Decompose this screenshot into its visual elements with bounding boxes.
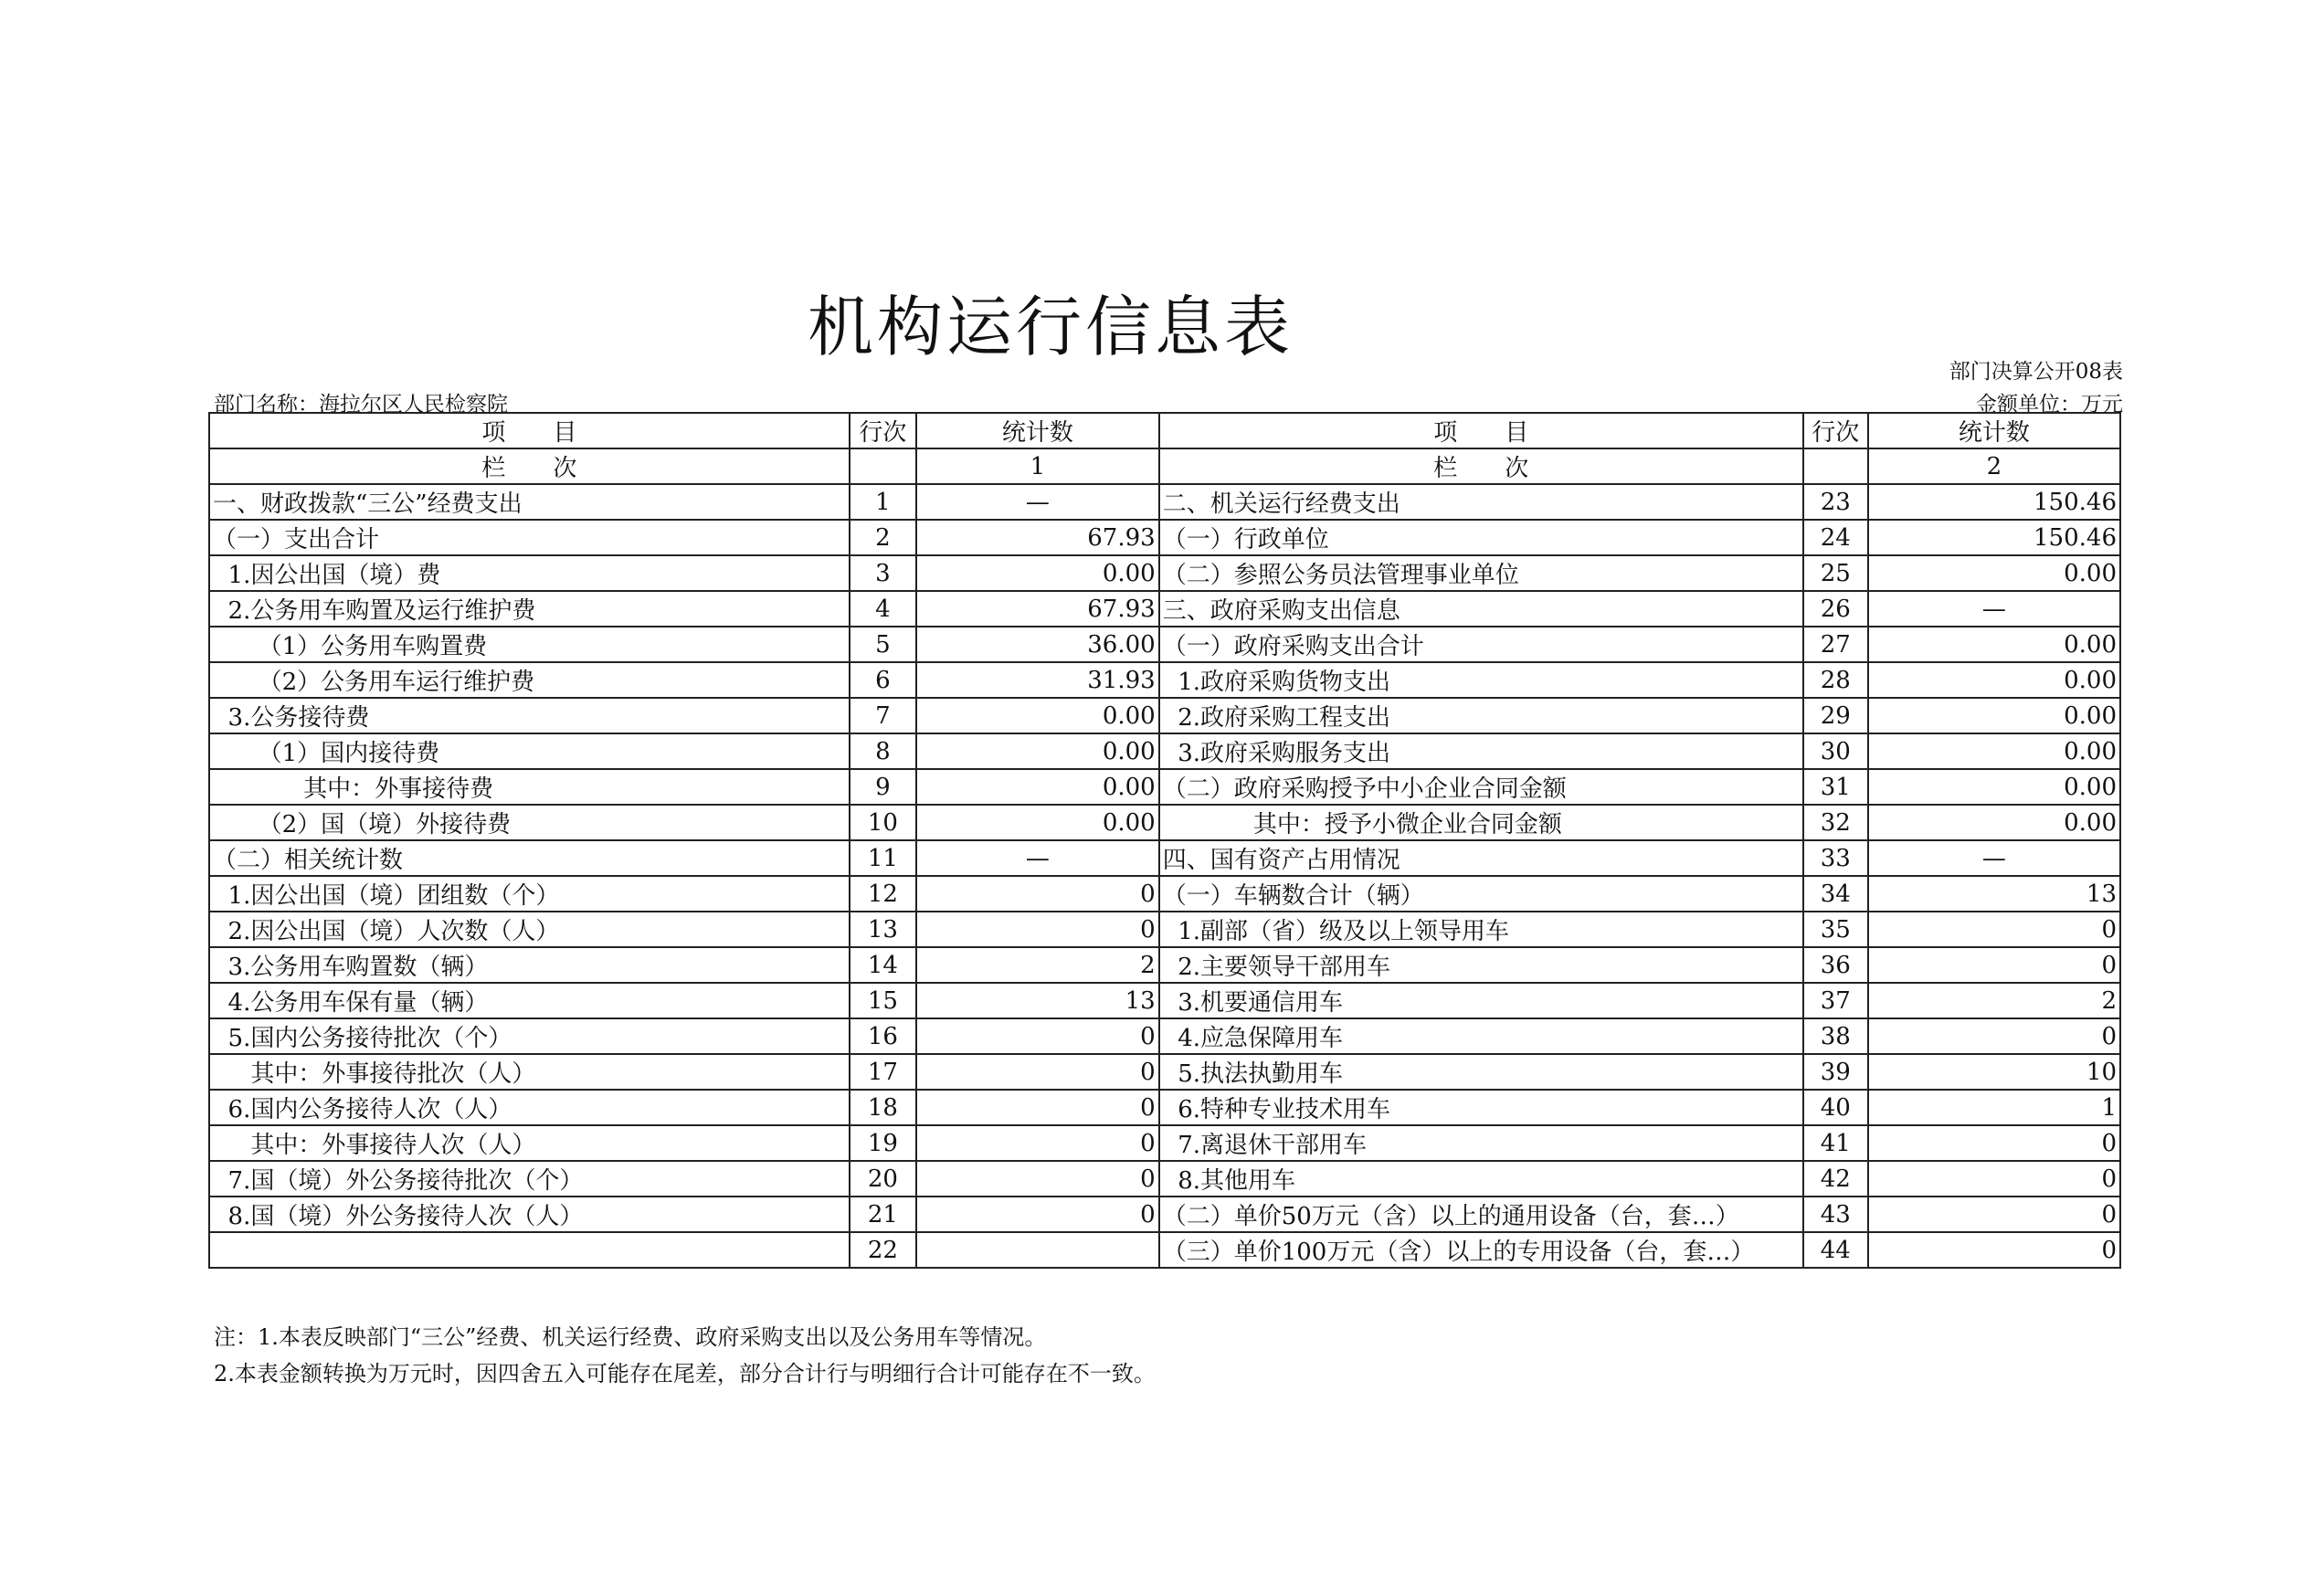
left-row-no: 19 — [850, 1125, 916, 1161]
left-value: 67.93 — [916, 520, 1159, 555]
right-row-no: 42 — [1803, 1161, 1868, 1197]
col-index-1: 1 — [916, 448, 1159, 484]
left-item — [209, 1232, 850, 1268]
left-item: 2.因公出国（境）人次数（人） — [209, 912, 850, 947]
left-row-no: 16 — [850, 1018, 916, 1054]
left-item: 其中：外事接待费 — [209, 769, 850, 805]
right-value: 0.00 — [1868, 805, 2120, 840]
left-row-no: 7 — [850, 698, 916, 733]
left-value: 13 — [916, 983, 1159, 1018]
left-item: 6.国内公务接待人次（人） — [209, 1090, 850, 1125]
col-index-2: 2 — [1868, 448, 2120, 484]
right-value: 150.46 — [1868, 520, 2120, 555]
left-row-no: 15 — [850, 983, 916, 1018]
page-title: 机构运行信息表 — [807, 289, 1294, 365]
table-row — [209, 520, 2120, 555]
table-row — [209, 591, 2120, 627]
right-row-no: 41 — [1803, 1125, 1868, 1161]
left-value: 0.00 — [916, 555, 1159, 591]
left-value: 0 — [916, 1090, 1159, 1125]
right-value: 0 — [1868, 1197, 2120, 1232]
table-row — [209, 876, 2120, 912]
table-row — [209, 805, 2120, 840]
right-value: 2 — [1868, 983, 2120, 1018]
right-row-no: 34 — [1803, 876, 1868, 912]
note-2: 2.本表金额转换为万元时，因四舍五入可能存在尾差，部分合计行与明细行合计可能存在不一致。 — [214, 1361, 1156, 1386]
header-item: 项 目 — [209, 413, 850, 448]
right-item: 四、国有资产占用情况 — [1159, 840, 1803, 876]
right-item: 1.副部（省）级及以上领导用车 — [1159, 912, 1803, 947]
right-row-no: 43 — [1803, 1197, 1868, 1232]
right-row-no: 30 — [1803, 733, 1868, 769]
left-value: 0.00 — [916, 698, 1159, 733]
right-row-no: 25 — [1803, 555, 1868, 591]
col-label: 栏 次 — [209, 448, 850, 484]
left-row-no: 12 — [850, 876, 916, 912]
left-item: 2.公务用车购置及运行维护费 — [209, 591, 850, 627]
left-row-no: 8 — [850, 733, 916, 769]
left-row-no: 13 — [850, 912, 916, 947]
left-item: 其中：外事接待人次（人） — [209, 1125, 850, 1161]
table-row — [209, 733, 2120, 769]
left-value: 0.00 — [916, 769, 1159, 805]
left-row-no: 3 — [850, 555, 916, 591]
right-row-no: 35 — [1803, 912, 1868, 947]
left-item: （2）公务用车运行维护费 — [209, 662, 850, 698]
left-value: 0.00 — [916, 805, 1159, 840]
right-value: 0 — [1868, 947, 2120, 983]
right-item: 6.特种专业技术用车 — [1159, 1090, 1803, 1125]
left-item: （2）国（境）外接待费 — [209, 805, 850, 840]
left-value: 31.93 — [916, 662, 1159, 698]
right-item: 其中：授予小微企业合同金额 — [1159, 805, 1803, 840]
left-row-no: 4 — [850, 591, 916, 627]
right-item: （二）政府采购授予中小企业合同金额 — [1159, 769, 1803, 805]
left-row-no: 18 — [850, 1090, 916, 1125]
left-row-no: 2 — [850, 520, 916, 555]
department-name: 部门名称：海拉尔区人民检察院 — [214, 393, 508, 416]
left-value: 0 — [916, 1197, 1159, 1232]
right-value: 0.00 — [1868, 769, 2120, 805]
left-value: 0 — [916, 1161, 1159, 1197]
right-item: 4.应急保障用车 — [1159, 1018, 1803, 1054]
left-row-no: 6 — [850, 662, 916, 698]
left-item: （二）相关统计数 — [209, 840, 850, 876]
right-row-no: 24 — [1803, 520, 1868, 555]
col-empty — [850, 448, 916, 484]
table-row — [209, 484, 2120, 520]
left-item: 4.公务用车保有量（辆） — [209, 983, 850, 1018]
right-value: 1 — [1868, 1090, 2120, 1125]
left-row-no: 9 — [850, 769, 916, 805]
right-item: 3.政府采购服务支出 — [1159, 733, 1803, 769]
amount-unit: 金额单位：万元 — [1976, 393, 2123, 416]
right-item: （三）单价100万元（含）以上的专用设备（台，套…） — [1159, 1232, 1803, 1268]
left-item: 8.国（境）外公务接待人次（人） — [209, 1197, 850, 1232]
right-item: 8.其他用车 — [1159, 1161, 1803, 1197]
left-item: 其中：外事接待批次（人） — [209, 1054, 850, 1090]
right-row-no: 23 — [1803, 484, 1868, 520]
table-row — [209, 912, 2120, 947]
left-value: 0.00 — [916, 733, 1159, 769]
left-item: （1）国内接待费 — [209, 733, 850, 769]
right-row-no: 32 — [1803, 805, 1868, 840]
header-item-2: 项 目 — [1159, 413, 1803, 448]
right-value: 13 — [1868, 876, 2120, 912]
left-item: 7.国（境）外公务接待批次（个） — [209, 1161, 850, 1197]
right-row-no: 44 — [1803, 1232, 1868, 1268]
table-row — [209, 947, 2120, 983]
left-row-no: 17 — [850, 1054, 916, 1090]
right-value: 10 — [1868, 1054, 2120, 1090]
right-row-no: 27 — [1803, 627, 1868, 662]
right-item: 三、政府采购支出信息 — [1159, 591, 1803, 627]
right-value: 0.00 — [1868, 627, 2120, 662]
table-row — [209, 769, 2120, 805]
right-row-no: 40 — [1803, 1090, 1868, 1125]
header-row-no: 行次 — [850, 413, 916, 448]
right-row-no: 26 — [1803, 591, 1868, 627]
right-item: 2.主要领导干部用车 — [1159, 947, 1803, 983]
right-row-no: 39 — [1803, 1054, 1868, 1090]
left-value: 0 — [916, 1018, 1159, 1054]
left-row-no: 1 — [850, 484, 916, 520]
table-row — [209, 1054, 2120, 1090]
left-item: 3.公务用车购置数（辆） — [209, 947, 850, 983]
left-row-no: 14 — [850, 947, 916, 983]
table-row — [209, 1018, 2120, 1054]
right-value: 0.00 — [1868, 733, 2120, 769]
table-header-row — [209, 413, 2120, 448]
right-item: （一）车辆数合计（辆） — [1159, 876, 1803, 912]
right-item: （二）单价50万元（含）以上的通用设备（台，套…） — [1159, 1197, 1803, 1232]
right-item: 二、机关运行经费支出 — [1159, 484, 1803, 520]
left-row-no: 10 — [850, 805, 916, 840]
left-value — [916, 1232, 1159, 1268]
table-row — [209, 698, 2120, 733]
right-item: 3.机要通信用车 — [1159, 983, 1803, 1018]
right-value: — — [1868, 840, 2120, 876]
table-row — [209, 1197, 2120, 1232]
left-value: — — [916, 840, 1159, 876]
right-row-no: 28 — [1803, 662, 1868, 698]
left-row-no: 5 — [850, 627, 916, 662]
right-row-no: 33 — [1803, 840, 1868, 876]
left-item: 1.因公出国（境）费 — [209, 555, 850, 591]
left-value: 2 — [916, 947, 1159, 983]
right-item: （一）行政单位 — [1159, 520, 1803, 555]
right-row-no: 29 — [1803, 698, 1868, 733]
note-1: 注：1.本表反映部门“三公”经费、机关运行经费、政府采购支出以及公务用车等情况。 — [214, 1324, 1047, 1350]
table-row — [209, 627, 2120, 662]
right-row-no: 37 — [1803, 983, 1868, 1018]
left-value: 0 — [916, 876, 1159, 912]
table-row — [209, 555, 2120, 591]
left-value: — — [916, 484, 1159, 520]
table-row — [209, 1090, 2120, 1125]
col-empty-2 — [1803, 448, 1868, 484]
table-row — [209, 662, 2120, 698]
table-row — [209, 983, 2120, 1018]
left-item: （1）公务用车购置费 — [209, 627, 850, 662]
left-value: 0 — [916, 1125, 1159, 1161]
right-item: 1.政府采购货物支出 — [1159, 662, 1803, 698]
left-value: 36.00 — [916, 627, 1159, 662]
table-row — [209, 840, 2120, 876]
right-value: 0.00 — [1868, 555, 2120, 591]
left-value: 0 — [916, 912, 1159, 947]
header-stat-2: 统计数 — [1868, 413, 2120, 448]
left-value: 67.93 — [916, 591, 1159, 627]
right-value: 0 — [1868, 1161, 2120, 1197]
col-label-2: 栏 次 — [1159, 448, 1803, 484]
column-index-row — [209, 448, 2120, 484]
header-stat: 统计数 — [916, 413, 1159, 448]
left-item: 一、财政拨款“三公”经费支出 — [209, 484, 850, 520]
header-row-no-2: 行次 — [1803, 413, 1868, 448]
right-row-no: 36 — [1803, 947, 1868, 983]
left-row-no: 22 — [850, 1232, 916, 1268]
table-row — [209, 1125, 2120, 1161]
left-item: 1.因公出国（境）团组数（个） — [209, 876, 850, 912]
left-item: （一）支出合计 — [209, 520, 850, 555]
left-item: 3.公务接待费 — [209, 698, 850, 733]
right-item: 5.执法执勤用车 — [1159, 1054, 1803, 1090]
right-item: （二）参照公务员法管理事业单位 — [1159, 555, 1803, 591]
right-value: 150.46 — [1868, 484, 2120, 520]
right-item: 7.离退休干部用车 — [1159, 1125, 1803, 1161]
right-row-no: 31 — [1803, 769, 1868, 805]
left-row-no: 20 — [850, 1161, 916, 1197]
right-value: 0.00 — [1868, 662, 2120, 698]
form-code: 部门决算公开08表 — [1949, 360, 2123, 384]
table-row — [209, 1161, 2120, 1197]
right-value: 0 — [1868, 912, 2120, 947]
left-row-no: 11 — [850, 840, 916, 876]
info-table — [208, 412, 2121, 1269]
left-item: 5.国内公务接待批次（个） — [209, 1018, 850, 1054]
left-row-no: 21 — [850, 1197, 916, 1232]
right-row-no: 38 — [1803, 1018, 1868, 1054]
right-value: 0 — [1868, 1018, 2120, 1054]
table-row — [209, 1232, 2120, 1268]
right-value: 0.00 — [1868, 698, 2120, 733]
right-value: 0 — [1868, 1232, 2120, 1268]
right-item: （一）政府采购支出合计 — [1159, 627, 1803, 662]
right-value: — — [1868, 591, 2120, 627]
left-value: 0 — [916, 1054, 1159, 1090]
right-value: 0 — [1868, 1125, 2120, 1161]
right-item: 2.政府采购工程支出 — [1159, 698, 1803, 733]
